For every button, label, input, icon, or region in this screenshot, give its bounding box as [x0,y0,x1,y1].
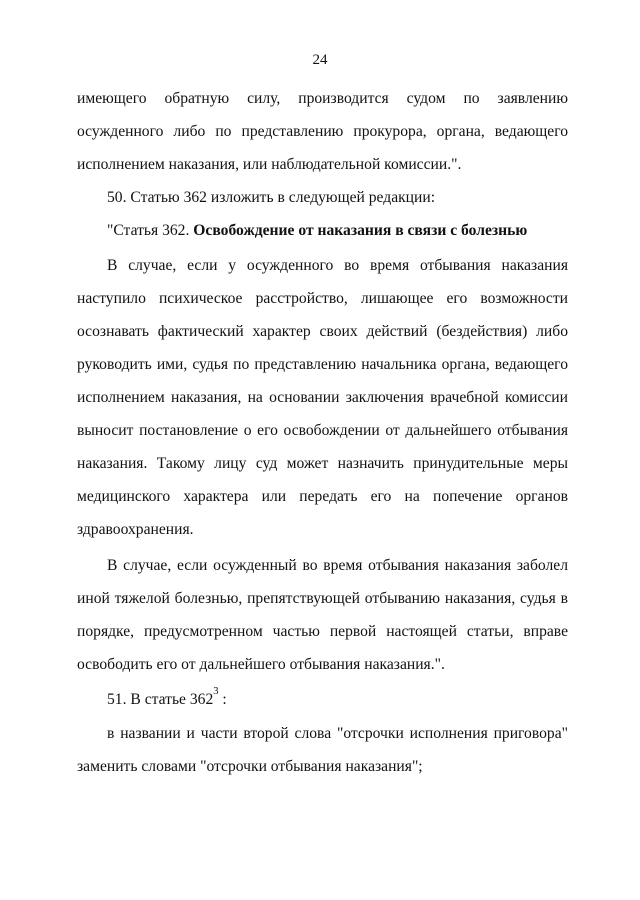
paragraph-line: выносит постановление о его освобождении от дальнейшего отбывания [77,422,568,439]
article-title: Освобождение от наказания в связи с болезнью [193,222,528,239]
paragraph-line: медицинского характера или передать его на попечение органов [77,488,568,505]
paragraph-line: исполнением наказания, на основании заключения врачебной комиссии [77,389,568,406]
paragraph-line: В случае, если осужденный во время отбывания наказания заболел [107,557,568,574]
paragraph-line: В случае, если у осужденного во время отбывания наказания [107,257,568,274]
paragraph-line: заменить словами "отсрочки отбывания наказания"; [77,758,423,775]
item-51-text: 51. В статье 362 [107,691,214,708]
paragraph-line: освободить его от дальнейшего отбывания наказания.". [77,656,445,673]
article-heading [107,221,527,241]
paragraph-line: здравоохранения. [77,521,194,538]
paragraph-line: порядке, предусмотренном частью первой настоящей статьи, вправе [77,623,568,640]
article-superscript: 3 [213,686,219,697]
paragraph-line: наступило психическое расстройство, лишающее его возможности [77,290,568,307]
page-number: 24 [312,52,328,68]
paragraph-line: в названии и части второй слова "отсрочки исполнения приговора" [107,725,568,742]
paragraph-line: имеющего обратную силу, производится судом по заявлению [77,90,568,107]
item-50: 50. Статью 362 изложить в следующей редакции: [107,189,436,206]
item-51 [107,686,227,710]
paragraph-line: руководить ими, судья по представлению начальника органа, ведающего [77,356,568,373]
paragraph-line: наказания. Такому лицу суд может назначить принудительные меры [77,455,568,472]
article-number: "Статья 362. [107,222,194,239]
paragraph-line: иной тяжелой болезнью, препятствующей отбыванию наказания, судья в [77,590,568,607]
paragraph-line: осознавать фактический характер своих действий (бездействия) либо [77,323,568,340]
paragraph-line: исполнением наказания, или наблюдательной комиссии.". [77,156,462,173]
paragraph-line: осужденного либо по представлению прокурора, органа, ведающего [77,123,568,140]
item-51-suffix: : [218,691,227,708]
